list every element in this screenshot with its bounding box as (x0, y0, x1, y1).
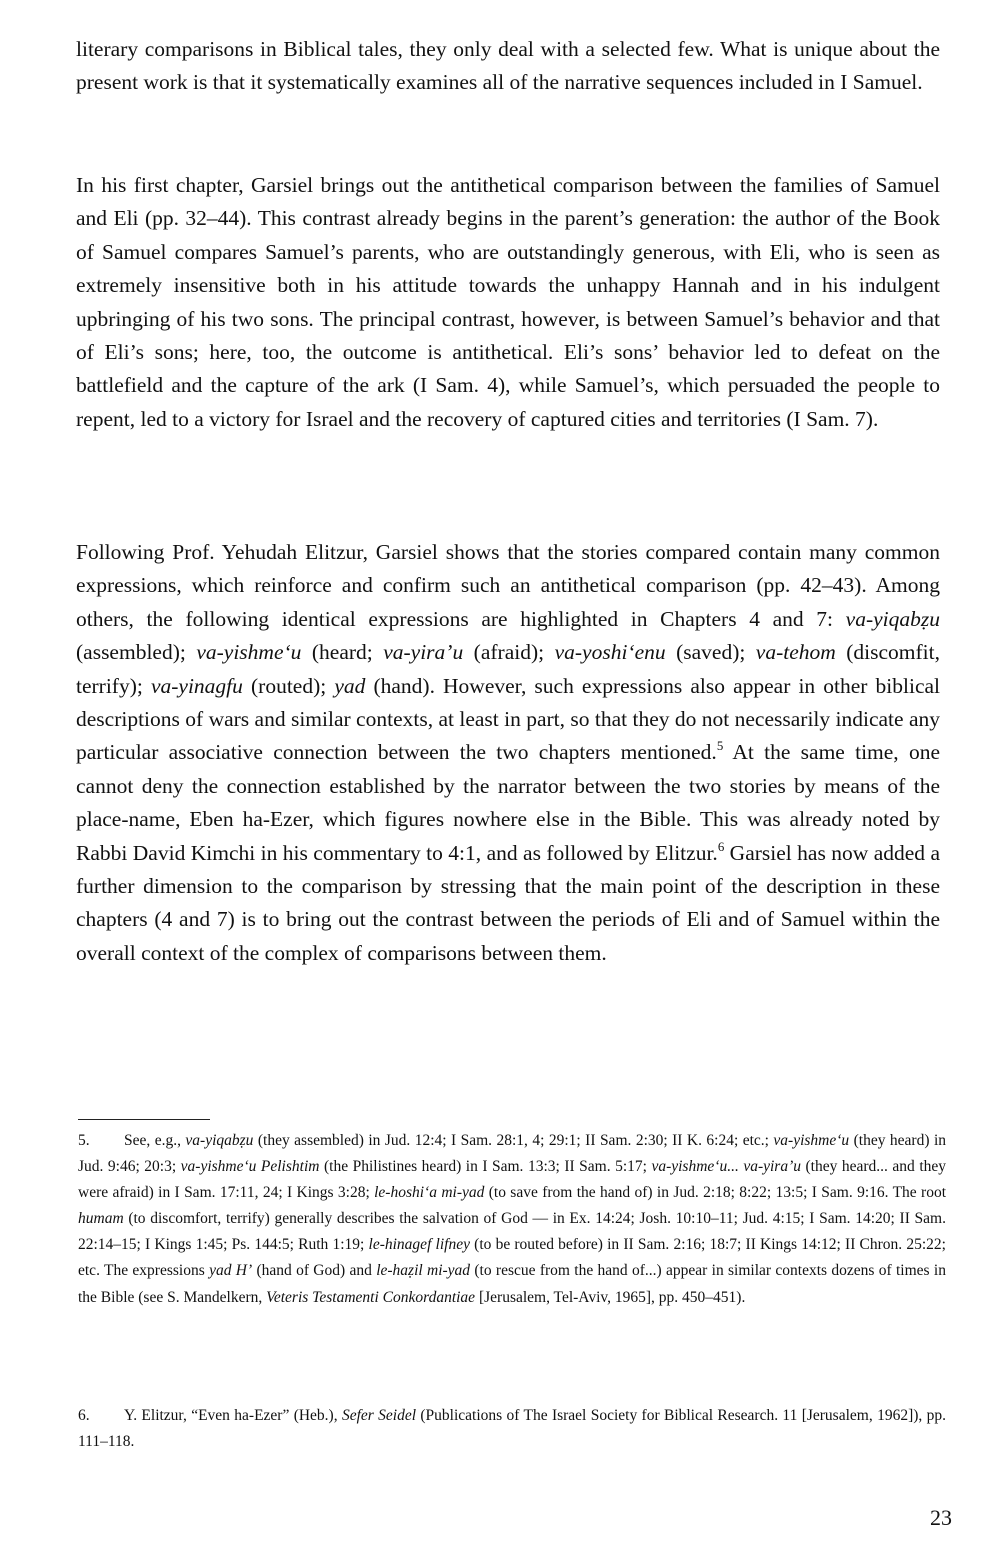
transliterated-term: humam (78, 1210, 124, 1228)
text-run: (hand of God) and (252, 1262, 377, 1280)
book-title: Veteris Testamenti Conkordantiae (266, 1288, 476, 1306)
paragraph-3 (76, 536, 940, 970)
paragraph-2: In his first chapter, Garsiel brings out the antithetical comparison between the families of Samuel and Eli (pp. 32–44). This contrast already begins in the parent’s generation: the author of the Book of Samuel compares Samuel’s parents, who are outstandingly generous, with Eli, who is seen as extremely insensitive both in his attitude towards the unhappy Hannah and in his indulgent upbringing of his two sons. The principal contrast, however, is between Samuel’s behavior and that of Eli’s sons; here, too, the outcome is antithetical. Eli’s sons’ behavior led to defeat on the battlefield and the capture of the ark (I Sam. 4), while Samuel’s, which persuaded the people to repent, led to a victory for Israel and the recovery of captured cities and territories (I Sam. 7). (76, 173, 940, 431)
text-run: (routed); (242, 673, 335, 698)
page-number: 23 (930, 1505, 952, 1530)
text-run: Y. Elitzur, “Even ha-Ezer” (Heb.), (124, 1407, 342, 1424)
text-run: (afraid); (463, 640, 555, 665)
footnote-6 (78, 1403, 946, 1455)
text-run: (they heard) in Jud. 9:46; 20:3; (78, 1132, 946, 1176)
transliterated-term: va-tehom (755, 640, 836, 665)
transliterated-term: yad H’ (209, 1262, 253, 1280)
text-run: (hand). However, such expressions also appear in other biblical descriptions of wars and similar contexts, at least in part, so that they do not necessarily indicate any particular associative connection between the two chapters mentioned. (76, 673, 941, 765)
transliterated-term: va-yishme‘u... va-yira’u (651, 1158, 802, 1176)
text-run: (to rescue from the hand of...) appear in similar contexts dozens of times in the Bible (see S. Mandelkern, (78, 1262, 946, 1306)
transliterated-term: va-yishme‘u (196, 640, 302, 665)
footnote-number: 5. (78, 1132, 90, 1149)
text-run: (to be routed before) in II Sam. 2:16; 18:7; II Kings 14:12; II Chron. 25:22; etc. The expressions (78, 1236, 946, 1280)
text-run: (the Philistines heard) in I Sam. 13:3; II Sam. 5:17; (319, 1158, 652, 1176)
text-run: (to discomfort, terrify) generally describes the salvation of God — in Ex. 14:24; Josh. 10:10–11; Jud. 4:15; I Sam. 14:20; II Sam. 22:14–15; I Kings 1:45; Ps. 144:5; Ruth 1:19; (78, 1210, 946, 1254)
transliterated-term: va-yiqabẓu (845, 606, 940, 631)
transliterated-term: va-yishme‘u Pelishtim (180, 1158, 320, 1176)
transliterated-term: le-hoshi‘a mi-yad (374, 1184, 485, 1202)
text-run: [Jerusalem, Tel-Aviv, 1965], pp. 450–451). (475, 1288, 746, 1306)
footnote-ref-6[interactable]: 6 (717, 839, 725, 854)
transliterated-term: va-yoshi‘enu (554, 640, 666, 665)
transliterated-term: va-yishme‘u (773, 1132, 850, 1149)
text-run: (Publications of The Israel Society for Biblical Research. 11 [Jerusalem, 1962]), pp. 111–118. (78, 1407, 946, 1451)
paragraph-1: literary comparisons in Biblical tales, they only deal with a selected few. What is unique about the present work is that it systematically examines all of the narrative sequences included in I Samuel. (76, 37, 940, 95)
text-run: (discomfit, terrify); (76, 640, 941, 698)
text-run: (assembled); (76, 640, 197, 665)
text-run: (saved); (665, 640, 756, 665)
text-run: Following Prof. Yehudah Elitzur, Garsiel shows that the stories compared contain many common expressions, which reinforce and confirm such an antithetical comparison (pp. 42–43). Among others, the following identical expressions are highlighted in Chapters 4 and 7: (76, 540, 940, 631)
text-run: (heard; (301, 640, 384, 665)
transliterated-term: yad (334, 673, 366, 698)
footnote-ref-5[interactable]: 5 (716, 739, 724, 754)
book-title: Sefer Seidel (341, 1407, 417, 1424)
transliterated-term: va-yinagfu (150, 673, 243, 698)
transliterated-term: va-yiqabẓu (185, 1132, 254, 1149)
transliterated-term: va-yira’u (383, 640, 464, 665)
text-run: (they assembled) in Jud. 12:4; I Sam. 28:1, 4; 29:1; II Sam. 2:30; II K. 6:24; etc.; (253, 1132, 774, 1149)
text-run: (they heard... and they were afraid) in I Sam. 17:11, 24; I Kings 3:28; (78, 1158, 947, 1202)
text-run: (to save from the hand of) in Jud. 2:18; 8:22; 13:5; I Sam. 9:16. The root (484, 1184, 946, 1202)
transliterated-term: le-haẓil mi-yad (376, 1262, 471, 1280)
text-run: Garsiel has now added a further dimension to the comparison by stressing that the main point of the description in these chapters (4 and 7) is to bring out the contrast between the periods of Eli and of Samuel within the overall context of the complex of comparisons between them. (76, 840, 940, 965)
footnote-divider (78, 1119, 210, 1120)
footnote-5 (78, 1128, 946, 1311)
footnote-number: 6. (78, 1407, 90, 1424)
transliterated-term: le-hinagef lifney (368, 1236, 470, 1254)
text-run: At the same time, one cannot deny the connection established by the narrator between the two stories by means of the place-name, Eben ha-Ezer, which figures nowhere else in the Bible. This was already noted by Rabbi David Kimchi in his commentary to 4:1, and as followed by Elitzur. (76, 740, 940, 865)
text-run: See, e.g., (124, 1132, 186, 1149)
